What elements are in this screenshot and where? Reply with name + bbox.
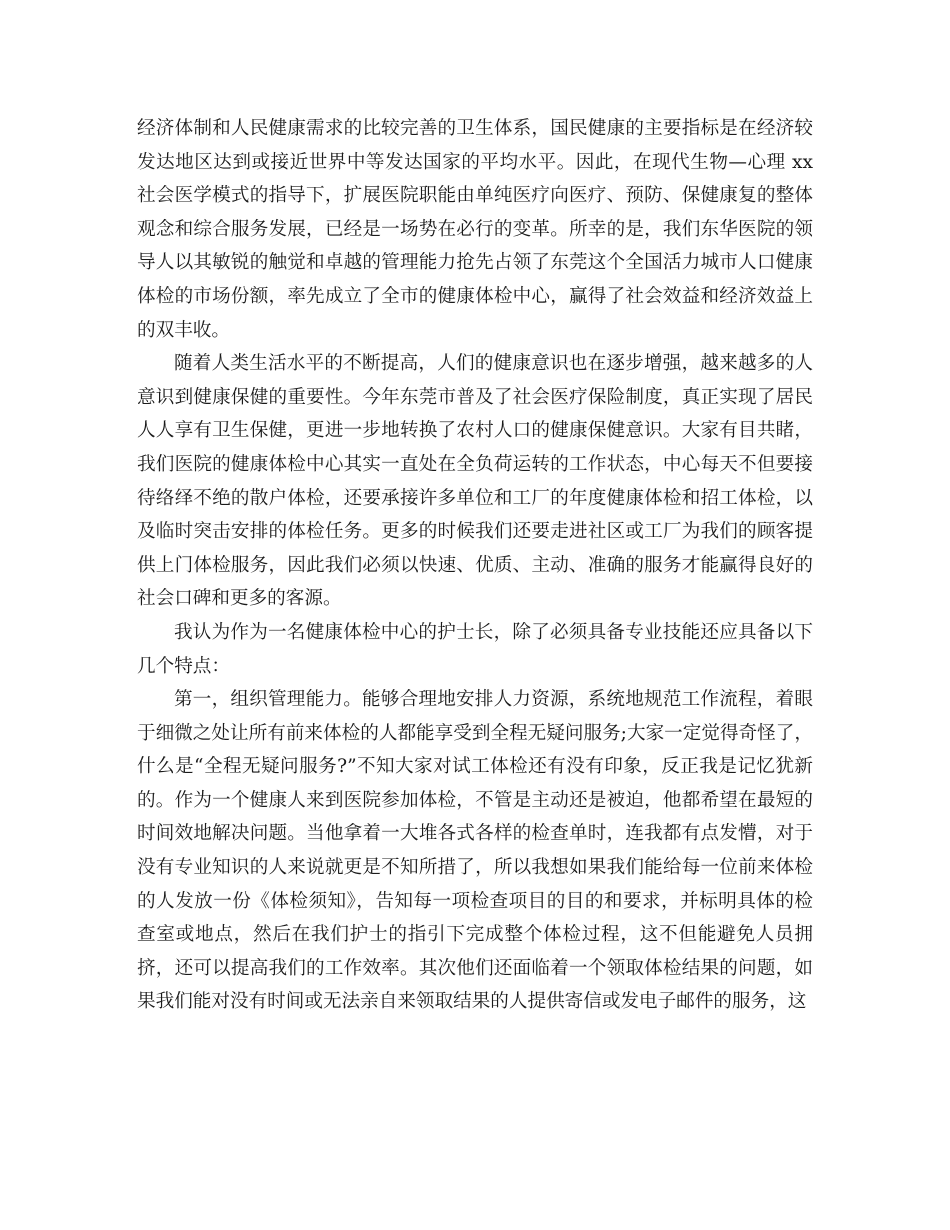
- paragraph-health-awareness: 随着人类生活水平的不断提高，人们的健康意识也在逐步增强，越来越多的人意识到健康保健的重要性。今年东莞市普及了社会医疗保险制度，真正实现了居民人人享有卫生保健，更进一步地转换了农村人口的健康保健意识。大家有目共睹，我们医院的健康体检中心其实一直处在全负荷运转的工作状态，中心每天不但要接待络绎不绝的散户体检，还要承接许多单位和工厂的年度健康体检和招工体检，以及临时突击安排的体检任务。更多的时候我们还要走进社区或工厂为我们的顾客提供上门体检服务，因此我们必须以快速、优质、主动、准确的服务才能赢得良好的社会口碑和更多的客源。: [137, 353, 813, 610]
- paragraph-organization-management: 第一，组织管理能力。能够合理地安排人力资源，系统地规范工作流程，着眼于细微之处让所有前来体检的人都能享受到全程无疑问服务;大家一定觉得奇怪了，什么是“全程无疑问服务?”不知大家对试工体检还有没有印象，反正我是记忆犹新的。作为一个健康人来到医院参加体检，不管是主动还是被迫，他都希望在最短的时间效地解决问题。当他拿着一大堆各式各样的检查单时，连我都有点发懵，对于没有专业知识的人来说就更是不知所措了，所以我想如果我们能给每一位前来体检的人发放一份《体检须知》，告知每一项检查项目的目的和要求，并标明具体的检查室或地点，然后在我们护士的指引下完成整个体检过程，这不但能避免人员拥挤，还可以提高我们的工作效率。其次他们还面临着一个领取体检结果的问题，如果我们能对没有时间或无法亲自来领取结果的人提供寄信或发电子邮件的服务，这: [137, 689, 813, 1013]
- paragraph-health-system: 经济体制和人民健康需求的比较完善的卫生体系，国民健康的主要指标是在经济较发达地区达到或接近世界中等发达国家的平均水平。因此，在现代生物—心理 xx 社会医学模式的指导下，扩展医院职能由单纯医疗向医疗、预防、保健康复的整体观念和综合服务发展，已经是一场势在必行的变革。所幸的是，我们东华医院的领导人以其敏锐的触觉和卓越的管理能力抢先占领了东莞这个全国活力城市人口健康体检的市场份额，率先成立了全市的健康体检中心，赢得了社会效益和经济效益上的双丰收。: [137, 118, 813, 341]
- document-body: [137, 112, 813, 1019]
- paragraph-head-nurse-traits: 我认为作为一名健康体检中心的护士长，除了必须具备专业技能还应具备以下几个特点：: [137, 621, 813, 677]
